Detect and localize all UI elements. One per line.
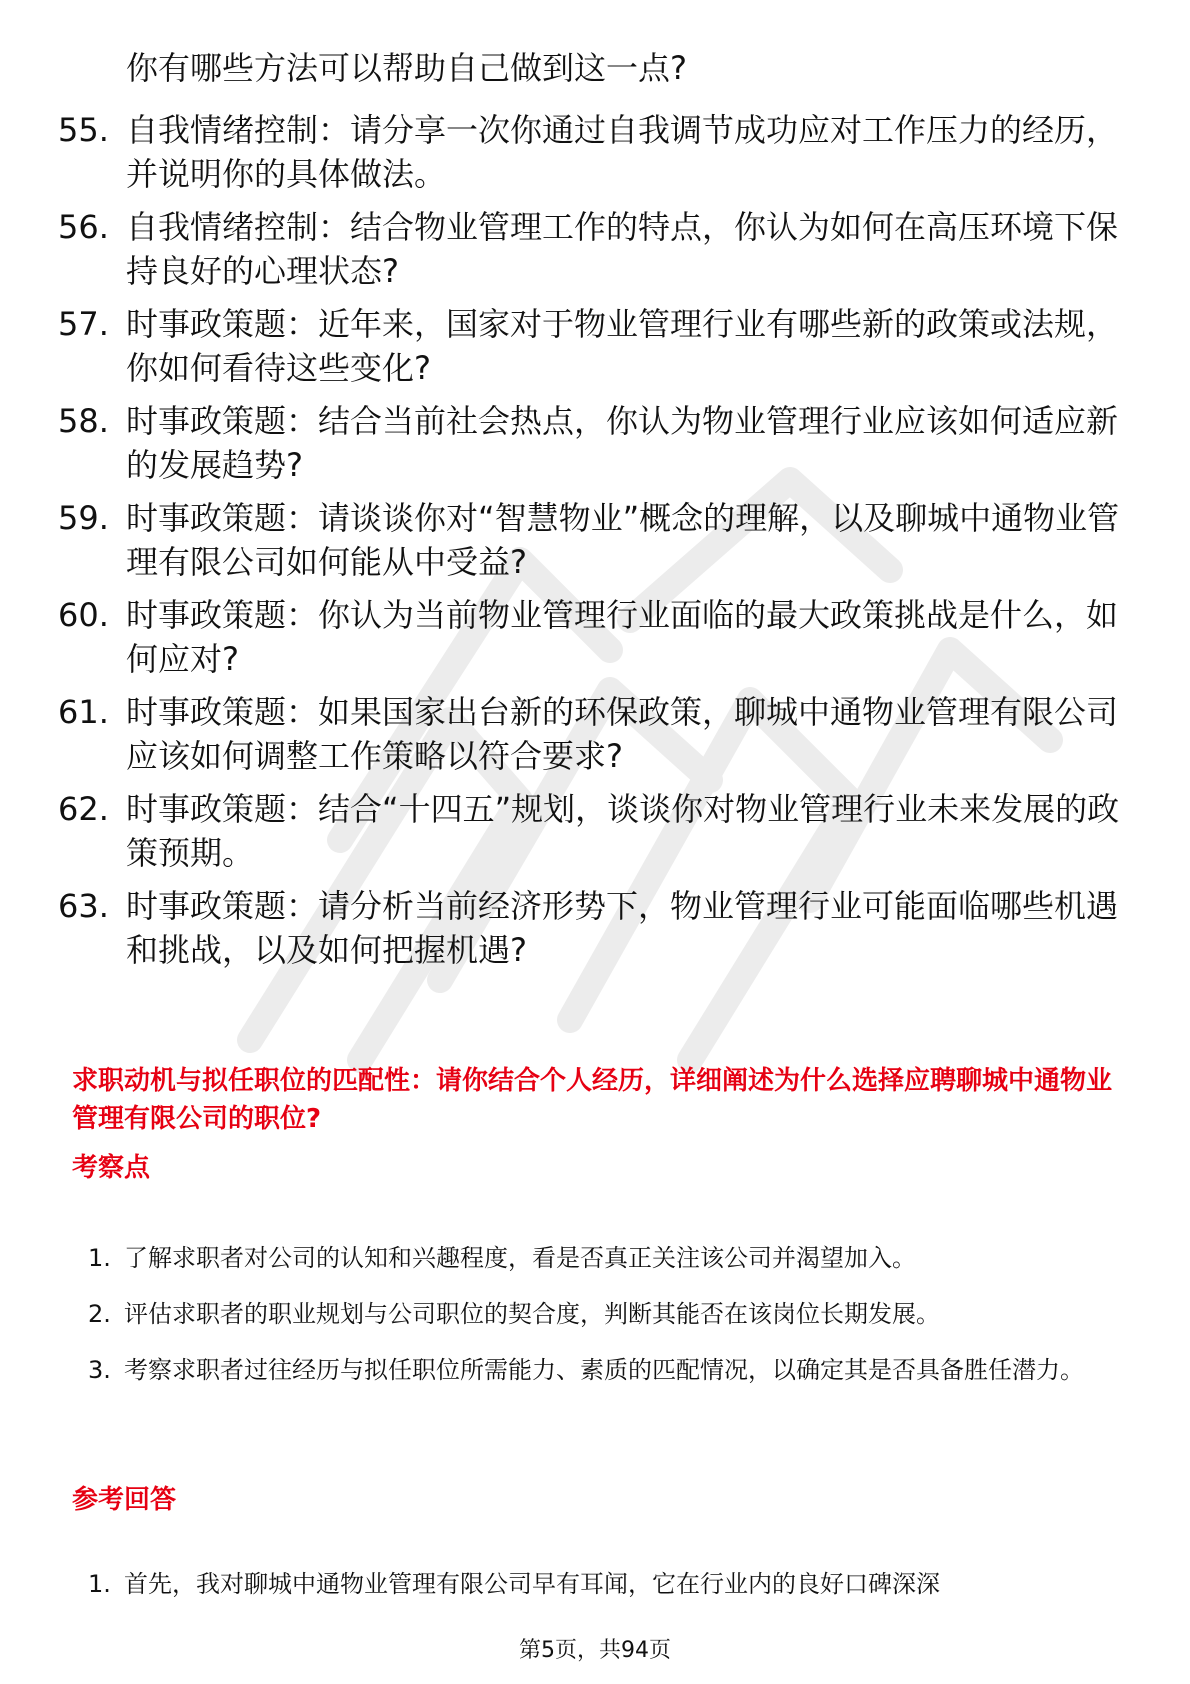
list-item bbox=[0, 787, 1190, 884]
exam-points-list bbox=[0, 1230, 1190, 1454]
list-item bbox=[0, 593, 1190, 690]
list-item bbox=[0, 399, 1190, 496]
point-text: 考察求职者过往经历与拟任职位所需能力、素质的匹配情况，以确定其是否具备胜任潜力。 bbox=[124, 1356, 1084, 1384]
question-number: 61. bbox=[58, 693, 109, 731]
list-item bbox=[0, 302, 1190, 399]
exam-points-heading: 考察点 bbox=[72, 1153, 151, 1183]
answer-text: 首先，我对聊城中通物业管理有限公司早有耳闻，它在行业内的良好口碑深深 bbox=[124, 1570, 940, 1598]
section-title: 求职动机与拟任职位的匹配性：请你结合个人经历，详细阐述为什么选择应聘聊城中通物业管理有限公司的职位? bbox=[72, 1066, 1113, 1134]
page-footer: 第5页，共94页 bbox=[519, 1638, 671, 1663]
question-text: 时事政策题：近年来，国家对于物业管理行业有哪些新的政策或法规，你如何看待这些变化? bbox=[126, 305, 1119, 387]
list-item bbox=[0, 1342, 1190, 1454]
question-text: 时事政策题：你认为当前物业管理行业面临的最大政策挑战是什么，如何应对? bbox=[126, 596, 1119, 678]
question-number: 62. bbox=[58, 790, 109, 828]
point-number: 3. bbox=[88, 1356, 111, 1384]
continuation-line: 你有哪些方法可以帮助自己做到这一点? bbox=[126, 49, 687, 87]
list-item bbox=[0, 690, 1190, 787]
question-number: 59. bbox=[58, 499, 109, 537]
question-text: 时事政策题：请谈谈你对“智慧物业”概念的理解，以及聊城中通物业管理有限公司如何能从中受益? bbox=[126, 499, 1120, 581]
question-text: 时事政策题：结合“十四五”规划，谈谈你对物业管理行业未来发展的政策预期。 bbox=[126, 790, 1120, 872]
question-text: 时事政策题：结合当前社会热点，你认为物业管理行业应该如何适应新的发展趋势? bbox=[126, 402, 1119, 484]
question-text: 自我情绪控制：请分享一次你通过自我调节成功应对工作压力的经历，并说明你的具体做法。 bbox=[126, 111, 1119, 193]
question-number: 55. bbox=[58, 111, 109, 149]
list-item bbox=[0, 1286, 1190, 1342]
question-text: 时事政策题：如果国家出台新的环保政策，聊城中通物业管理有限公司应该如何调整工作策略以符合要求? bbox=[126, 693, 1119, 775]
question-number: 60. bbox=[58, 596, 109, 634]
question-number: 56. bbox=[58, 208, 109, 246]
point-text: 了解求职者对公司的认知和兴趣程度，看是否真正关注该公司并渴望加入。 bbox=[124, 1244, 916, 1272]
reference-answer-list bbox=[0, 1556, 1190, 1612]
point-text: 评估求职者的职业规划与公司职位的契合度，判断其能否在该岗位长期发展。 bbox=[124, 1300, 940, 1328]
question-number: 57. bbox=[58, 305, 109, 343]
list-item bbox=[0, 108, 1190, 205]
question-number: 58. bbox=[58, 402, 109, 440]
list-item bbox=[0, 1230, 1190, 1286]
question-text: 时事政策题：请分析当前经济形势下，物业管理行业可能面临哪些机遇和挑战，以及如何把握机遇? bbox=[126, 887, 1119, 969]
question-list bbox=[0, 108, 1190, 981]
point-number: 2. bbox=[88, 1300, 111, 1328]
question-number: 63. bbox=[58, 887, 109, 925]
list-item bbox=[0, 496, 1190, 593]
list-item bbox=[0, 1556, 1190, 1612]
point-number: 1. bbox=[88, 1244, 111, 1272]
reference-answer-heading: 参考回答 bbox=[72, 1485, 177, 1515]
list-item bbox=[0, 205, 1190, 302]
question-text: 自我情绪控制：结合物业管理工作的特点，你认为如何在高压环境下保持良好的心理状态? bbox=[126, 208, 1119, 290]
list-item bbox=[0, 884, 1190, 981]
answer-number: 1. bbox=[88, 1570, 111, 1598]
